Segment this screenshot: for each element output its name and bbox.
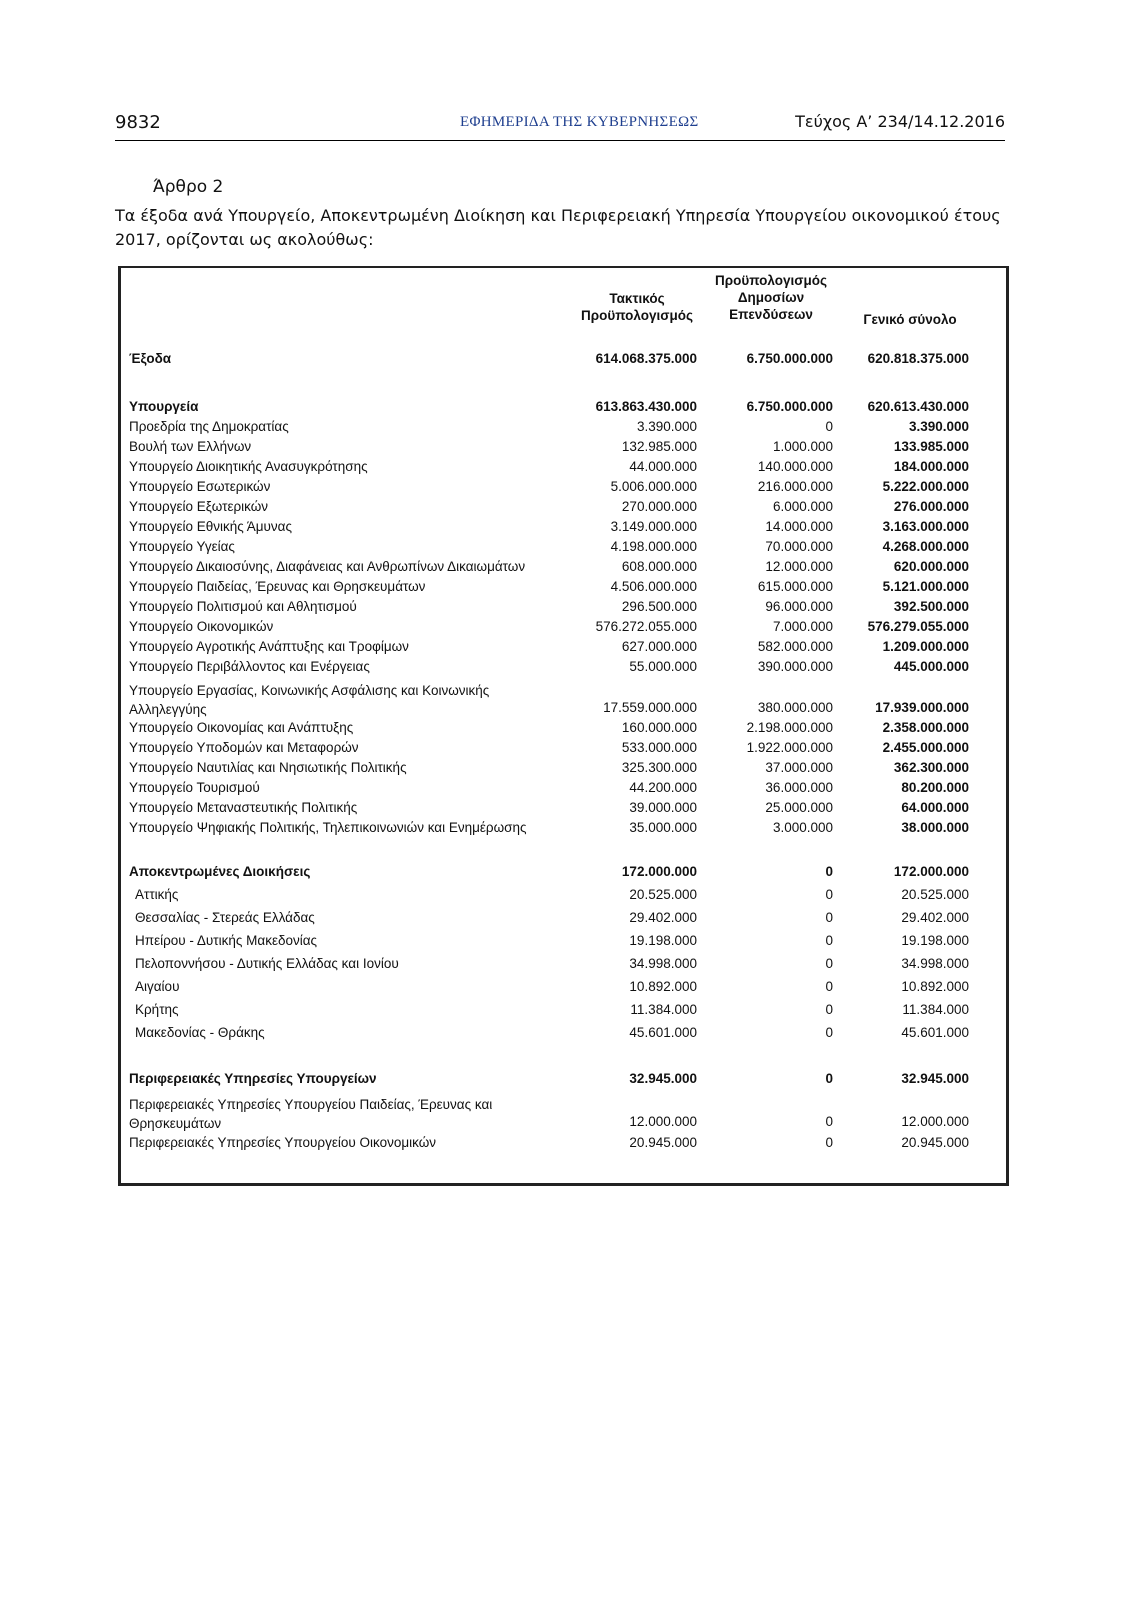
row-label: Έξοδα [129,351,172,366]
row-label-line2: Θρησκευμάτων [129,1116,222,1131]
cell-investment: 0 [825,956,833,971]
row-label: Υπουργείο Αγροτικής Ανάπτυξης και Τροφίμων [129,639,409,654]
cell-investment: 37.000.000 [765,760,833,775]
cell-investment: 0 [825,1135,833,1150]
row-label: Υπουργείο Μεταναστευτικής Πολιτικής [129,800,358,815]
cell-regular: 55.000.000 [629,659,697,674]
header-public-investment-line3: Επενδύσεων [729,307,813,322]
cell-regular: 19.198.000 [629,933,697,948]
cell-total: 34.998.000 [901,956,969,971]
row-label: Ηπείρου - Δυτικής Μακεδονίας [135,933,318,948]
page-header [115,112,1005,141]
table-row [121,820,1006,840]
cell-regular: 20.945.000 [629,1135,697,1150]
cell-investment: 0 [825,1071,833,1086]
header-public-investment-line2: Δημοσίων [737,290,805,305]
cell-total: 11.384.000 [902,1002,969,1017]
cell-total: 12.000.000 [901,1114,969,1129]
row-label: Αττικής [135,887,179,902]
cell-total: 362.300.000 [893,760,969,775]
cell-total: 445.000.000 [893,659,969,674]
table-row [121,579,1006,599]
header-regular-budget-line1: Τακτικός [609,291,665,306]
cell-regular: 614.068.375.000 [595,351,697,366]
table-row [121,459,1006,479]
table-row [121,619,1006,639]
cell-total: 20.945.000 [901,1135,969,1150]
cell-regular: 5.006.000.000 [610,479,697,494]
row-label-line1: Υπουργείο Εργασίας, Κοινωνικής Ασφάλισης και Κοινωνικής [129,683,490,698]
cell-regular: 17.559.000.000 [603,700,697,715]
table-row [121,956,1006,976]
article-intro: Τα έξοδα ανά Υπουργείο, Αποκεντρωμένη Διοίκηση και Περιφερειακή Υπηρεσία Υπουργείου οικονομικού έτους 2017, ορίζονται ως ακολούθως: [115,206,1001,249]
table-row [121,439,1006,459]
cell-total: 38.000.000 [901,820,969,835]
table-row [121,800,1006,820]
cell-total: 3.163.000.000 [882,519,969,534]
row-label-line1: Περιφερειακές Υπηρεσίες Υπουργείου Παιδείας, Έρευνας και [129,1097,493,1112]
cell-total: 80.200.000 [901,780,969,795]
row-label: Περιφερειακές Υπηρεσίες Υπουργείου Οικονομικών [129,1135,436,1150]
table-row [121,419,1006,439]
cell-regular: 20.525.000 [629,887,697,902]
cell-investment: 14.000.000 [765,519,833,534]
cell-regular: 3.390.000 [636,419,697,434]
cell-investment: 615.000.000 [757,579,833,594]
cell-regular: 132.985.000 [621,439,697,454]
row-label: Υπουργείο Εθνικής Άμυνας [129,519,292,534]
cell-total: 10.892.000 [901,979,969,994]
row-label: Αιγαίου [135,979,180,994]
header-grand-total: Γενικό σύνολο [863,312,957,327]
cell-investment: 0 [825,419,833,434]
table-row [121,639,1006,659]
table-row [121,681,1006,719]
header-regular-budget [567,290,707,324]
cell-investment: 0 [825,910,833,925]
cell-total: 19.198.000 [901,933,969,948]
total-row [121,351,1006,371]
row-label: Υπουργείο Ψηφιακής Πολιτικής, Τηλεπικοινωνιών και Ενημέρωσης [129,820,527,835]
table-row [121,887,1006,907]
row-label [129,681,489,719]
cell-regular: 296.500.000 [621,599,697,614]
row-label-line2: Αλληλεγγύης [129,702,207,717]
table-row [121,760,1006,780]
table-row [121,519,1006,539]
cell-investment: 0 [825,1114,833,1129]
row-label: Υπουργεία [129,399,199,414]
cell-total: 1.209.000.000 [882,639,969,654]
ministries-total-row [121,399,1006,419]
row-label: Βουλή των Ελλήνων [129,439,252,454]
table-row [121,539,1006,559]
table-row [121,780,1006,800]
cell-total: 29.402.000 [901,910,969,925]
cell-regular: 172.000.000 [621,864,697,879]
cell-regular: 160.000.000 [621,720,697,735]
cell-regular: 576.272.055.000 [595,619,697,634]
cell-investment: 1.922.000.000 [746,740,833,755]
cell-total: 276.000.000 [893,499,969,514]
cell-total: 576.279.055.000 [867,619,969,634]
table-row [121,1135,1006,1155]
cell-total: 133.985.000 [893,439,969,454]
cell-total: 392.500.000 [893,599,969,614]
table-row [121,740,1006,760]
cell-total: 172.000.000 [893,864,969,879]
cell-investment: 1.000.000 [772,439,833,454]
cell-total: 620.818.375.000 [867,351,969,366]
cell-total: 32.945.000 [901,1071,969,1086]
row-label: Πελοποννήσου - Δυτικής Ελλάδας και Ιονίου [135,956,399,971]
journal-title: ΕΦΗΜΕΡΙΔΑ ΤΗΣ ΚΥΒΕΡΝΗΣΕΩΣ [460,114,699,130]
table-row [121,1025,1006,1045]
cell-total: 20.525.000 [901,887,969,902]
table-row [121,479,1006,499]
cell-investment: 140.000.000 [757,459,833,474]
cell-total: 5.222.000.000 [882,479,969,494]
cell-regular: 39.000.000 [629,800,697,815]
table-row [121,910,1006,930]
row-label: Περιφερειακές Υπηρεσίες Υπουργείων [129,1071,377,1086]
cell-investment: 0 [825,1025,833,1040]
row-label: Προεδρία της Δημοκρατίας [129,419,289,434]
cell-total: 4.268.000.000 [882,539,969,554]
cell-regular: 44.200.000 [629,780,697,795]
cell-regular: 29.402.000 [629,910,697,925]
table-row [121,659,1006,679]
header-public-investment-line1: Προϋπολογισμός [714,273,828,288]
cell-regular: 4.198.000.000 [610,539,697,554]
cell-total: 64.000.000 [901,800,969,815]
cell-investment: 0 [825,1002,833,1017]
cell-total: 2.358.000.000 [882,720,969,735]
row-label: Υπουργείο Τουρισμού [129,780,260,795]
cell-investment: 0 [825,864,833,879]
cell-regular: 627.000.000 [621,639,697,654]
row-label: Υπουργείο Εσωτερικών [129,479,271,494]
table-row [121,559,1006,579]
cell-total: 17.939.000.000 [875,700,969,715]
cell-regular: 4.506.000.000 [610,579,697,594]
cell-regular: 12.000.000 [629,1114,697,1129]
row-label: Υπουργείο Υγείας [129,539,235,554]
table-row [121,979,1006,999]
cell-regular: 34.998.000 [629,956,697,971]
regional-total-row [121,1071,1006,1091]
cell-investment: 25.000.000 [765,800,833,815]
cell-regular: 3.149.000.000 [610,519,697,534]
row-label: Υπουργείο Πολιτισμού και Αθλητισμού [129,599,357,614]
cell-total: 45.601.000 [901,1025,969,1040]
cell-regular: 45.601.000 [629,1025,697,1040]
cell-regular: 32.945.000 [629,1071,697,1086]
cell-investment: 6.750.000.000 [746,399,833,414]
cell-investment: 0 [825,887,833,902]
table-row [121,720,1006,740]
row-label: Κρήτης [135,1002,179,1017]
cell-regular: 35.000.000 [629,820,697,835]
cell-total: 3.390.000 [908,419,969,434]
table-row [121,1095,1006,1133]
cell-investment: 3.000.000 [772,820,833,835]
row-label: Θεσσαλίας - Στερεάς Ελλάδας [135,910,315,925]
table-row [121,1002,1006,1022]
cell-investment: 36.000.000 [765,780,833,795]
row-label: Υπουργείο Οικονομίας και Ανάπτυξης [129,720,354,735]
article-title: Άρθρο 2 [153,177,224,197]
cell-investment: 6.000.000 [772,499,833,514]
cell-investment: 2.198.000.000 [746,720,833,735]
cell-regular: 325.300.000 [621,760,697,775]
cell-total: 2.455.000.000 [882,740,969,755]
row-label: Υπουργείο Υποδομών και Μεταφορών [129,740,359,755]
row-label: Υπουργείο Διοικητικής Ανασυγκρότησης [129,459,368,474]
cell-regular: 608.000.000 [621,559,697,574]
cell-regular: 44.000.000 [629,459,697,474]
row-label: Υπουργείο Παιδείας, Έρευνας και Θρησκευμάτων [129,579,426,594]
row-label: Υπουργείο Δικαιοσύνης, Διαφάνειας και Ανθρωπίνων Δικαιωμάτων [129,559,526,574]
table-row [121,499,1006,519]
cell-total: 620.613.430.000 [867,399,969,414]
header-regular-budget-line2: Προϋπολογισμός [580,308,694,323]
row-label: Υπουργείο Εξωτερικών [129,499,269,514]
cell-investment: 96.000.000 [765,599,833,614]
cell-regular: 613.863.430.000 [595,399,697,414]
cell-investment: 70.000.000 [765,539,833,554]
row-label: Αποκεντρωμένες Διοικήσεις [129,864,311,879]
cell-investment: 0 [825,979,833,994]
cell-investment: 582.000.000 [757,639,833,654]
cell-investment: 390.000.000 [757,659,833,674]
cell-investment: 7.000.000 [772,619,833,634]
cell-total: 5.121.000.000 [882,579,969,594]
row-label: Υπουργείο Ναυτιλίας και Νησιωτικής Πολιτικής [129,760,407,775]
cell-investment: 380.000.000 [757,700,833,715]
cell-total: 620.000.000 [893,559,969,574]
budget-table [118,266,1009,1186]
row-label: Υπουργείο Περιβάλλοντος και Ενέργειας [129,659,370,674]
cell-regular: 11.384.000 [630,1002,697,1017]
page-number: 9832 [115,112,161,133]
cell-regular: 10.892.000 [629,979,697,994]
table-row [121,933,1006,953]
cell-investment: 6.750.000.000 [746,351,833,366]
cell-regular: 270.000.000 [621,499,697,514]
cell-investment: 0 [825,933,833,948]
row-label: Μακεδονίας - Θράκης [135,1025,265,1040]
cell-investment: 12.000.000 [765,559,833,574]
cell-regular: 533.000.000 [621,740,697,755]
header-public-investment [701,272,841,323]
issue-info: Τεύχος Α’ 234/14.12.2016 [795,112,1005,131]
cell-total: 184.000.000 [893,459,969,474]
table-row [121,599,1006,619]
row-label [129,1095,492,1133]
row-label: Υπουργείο Οικονομικών [129,619,274,634]
decentralized-total-row [121,864,1006,884]
cell-investment: 216.000.000 [757,479,833,494]
